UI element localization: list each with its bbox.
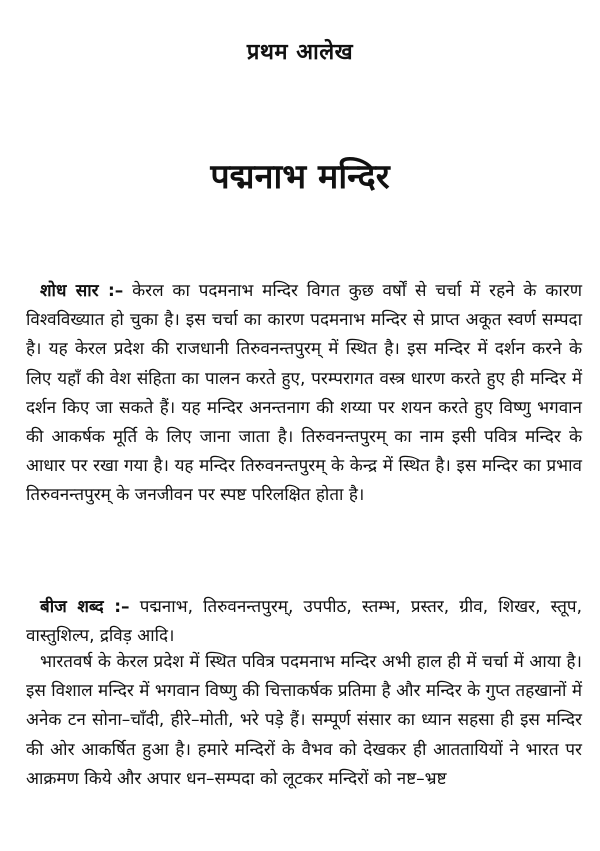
keywords-paragraph <box>26 593 582 651</box>
abstract-paragraph <box>26 277 582 511</box>
keywords-label: बीज शब्द :– <box>40 597 130 617</box>
abstract-label: शोध सार :– <box>40 281 124 301</box>
body-paragraph: भारतवर्ष के केरल प्रदेश में स्थित पवित्र पदमनाभ मन्दिर अभी हाल ही में चर्चा में आया है। इस विशाल मन्दिर में भगवान विष्णु की चित्ताकर्षक प्रतिमा है और मन्दिर के गुप्त तहखानों में अनेक टन सोना–चाँदी, हीरे–मोती, भरे पड़े हैं। सम्पूर्ण संसार का ध्यान सहसा ही इस मन्दिर की ओर आकर्षित हुआ है। हमारे मन्दिरों के वैभव को देखकर ही आततायियों ने भारत पर आक्रमण किये और अपार धन–सम्पदा को लूटकर मन्दिरों को नष्ट–भ्रष्ट <box>26 652 582 789</box>
chapter-label: प्रथम आलेख <box>246 40 354 65</box>
abstract-text: केरल का पदमनाभ मन्दिर विगत कुछ वर्षों से चर्चा में रहने के कारण विश्वविख्यात हो चुका है। इस चर्चा का कारण पदमनाभ मन्दिर से प्राप्त अकूत स्वर्ण सम्पदा है। यह केरल प्रदेश की राजधानी तिरुवनन्तपुरम् में स्थित है। इस मन्दिर में दर्शन करने के लिए यहाँ की वेश संहिता का पालन करते हुए, परम्परागत वस्त्र धारण करते हुए ही मन्दिर में दर्शन किए जा सकते हैं। यह मन्दिर अनन्तनाग की शय्या पर शयन करते हुए विष्णु भगवान की आकर्षक मूर्ति के लिए जाना जाता है। तिरुवनन्तपुरम् का नाम इसी पवित्र मन्दिर के आधार पर रखा गया है। यह मन्दिर तिरुवनन्तपुरम् के केन्द्र में स्थित है। इस मन्दिर का प्रभाव तिरुवनन्तपुरम् के जनजीवन पर स्पष्ट परिलक्षित होता है। <box>26 281 582 506</box>
keywords-text: पद्मनाभ, तिरुवनन्तपुरम्, उपपीठ, स्तम्भ, प्रस्तर, ग्रीव, शिखर, स्तूप, वास्तुशिल्प, द्रविड़ आदि। <box>26 597 582 647</box>
page-title: पद्मनाभ मन्दिर <box>210 157 390 197</box>
